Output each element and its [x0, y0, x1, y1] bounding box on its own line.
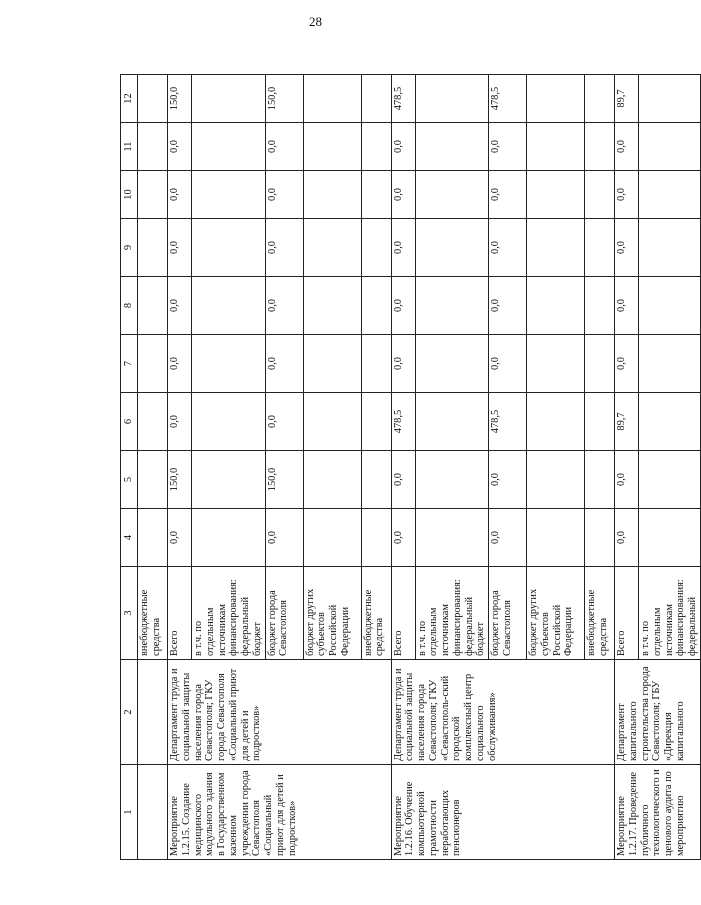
value-cell: 0,0	[168, 171, 192, 219]
value-cell	[639, 219, 701, 277]
value-cell	[192, 451, 266, 509]
source-cell: бюджет города Севастополя	[489, 567, 527, 660]
source-cell: в т.ч. по отдельным источникам финансирования: федеральный бюджет	[415, 567, 489, 660]
value-cell: 478,5	[391, 75, 415, 123]
value-cell	[192, 171, 266, 219]
value-cell: 0,0	[168, 277, 192, 335]
value-cell	[361, 219, 391, 277]
value-cell: 478,5	[489, 75, 527, 123]
value-cell	[527, 219, 585, 277]
value-cell: 0,0	[265, 509, 303, 567]
table-frame	[120, 75, 698, 860]
value-cell	[527, 75, 585, 123]
source-cell: внебюджетные средства	[585, 567, 615, 660]
value-cell	[192, 123, 266, 171]
value-cell: 0,0	[168, 509, 192, 567]
col-header-4: 4	[121, 509, 138, 567]
value-cell	[303, 393, 361, 451]
value-cell: 150,0	[168, 75, 192, 123]
value-cell: 0,0	[615, 219, 639, 277]
value-cell	[527, 393, 585, 451]
value-cell	[192, 277, 266, 335]
value-cell	[639, 171, 701, 219]
value-cell	[415, 171, 489, 219]
source-cell: бюджет других субъектов Российской Федерации	[527, 567, 585, 660]
executor-name: Департамент капитального строительства города Севастополя; ГБУ «Дирекция капитального	[615, 660, 701, 765]
col-header-12: 12	[121, 75, 138, 123]
col-header-10: 10	[121, 171, 138, 219]
value-cell: 0,0	[168, 123, 192, 171]
value-cell: 0,0	[265, 335, 303, 393]
value-cell: 0,0	[391, 219, 415, 277]
source-cell: Всего	[168, 567, 192, 660]
value-cell	[361, 171, 391, 219]
value-cell	[639, 393, 701, 451]
value-cell: 478,5	[489, 393, 527, 451]
value-cell	[415, 335, 489, 393]
table-row	[391, 75, 415, 860]
value-cell: 0,0	[615, 123, 639, 171]
value-cell	[585, 219, 615, 277]
value-cell	[192, 509, 266, 567]
value-cell	[303, 219, 361, 277]
value-cell	[585, 335, 615, 393]
value-cell	[361, 75, 391, 123]
value-cell	[585, 171, 615, 219]
value-cell	[303, 123, 361, 171]
value-cell: 0,0	[168, 219, 192, 277]
value-cell: 0,0	[489, 451, 527, 509]
executor-name: Департамент труда и социальной защиты населения города Севастополя; ГКУ города Севастополя «Социальный приют для детей и подростков»	[168, 660, 392, 765]
measure-blocks	[168, 75, 701, 860]
value-cell: 0,0	[615, 171, 639, 219]
value-cell: 0,0	[265, 219, 303, 277]
value-cell	[303, 75, 361, 123]
value-cell	[361, 451, 391, 509]
value-cell	[303, 171, 361, 219]
value-cell: 0,0	[489, 123, 527, 171]
value-cell: 0,0	[615, 509, 639, 567]
value-cell: 0,0	[489, 277, 527, 335]
value-cell: 150,0	[265, 451, 303, 509]
value-cell	[303, 509, 361, 567]
source-cell: бюджет города Севастополя	[265, 567, 303, 660]
value-cell	[585, 451, 615, 509]
col-header-9: 9	[121, 219, 138, 277]
col-header-6: 6	[121, 393, 138, 451]
value-cell	[415, 451, 489, 509]
value-cell: 150,0	[168, 451, 192, 509]
value-cell: 0,0	[391, 451, 415, 509]
col-header-5: 5	[121, 451, 138, 509]
col-header-1: 1	[121, 765, 138, 860]
value-cell	[192, 335, 266, 393]
source-cell: внебюджетные средства	[361, 567, 391, 660]
value-cell	[303, 335, 361, 393]
value-cell	[192, 219, 266, 277]
source-cell: Всего	[391, 567, 415, 660]
value-cell	[303, 451, 361, 509]
value-cell	[527, 171, 585, 219]
value-cell	[415, 277, 489, 335]
source-cell: внебюджетные средства	[138, 567, 168, 660]
value-cell	[585, 509, 615, 567]
value-cell: 150,0	[265, 75, 303, 123]
value-cell: 478,5	[391, 393, 415, 451]
col-header-2: 2	[121, 660, 138, 765]
value-cell: 0,0	[391, 509, 415, 567]
value-cell: 0,0	[168, 335, 192, 393]
value-cell	[639, 75, 701, 123]
value-cell: 0,0	[265, 393, 303, 451]
table-row	[615, 75, 639, 860]
value-cell: 0,0	[265, 277, 303, 335]
value-cell	[639, 335, 701, 393]
value-cell	[527, 451, 585, 509]
value-cell	[415, 509, 489, 567]
value-cell	[303, 277, 361, 335]
value-cell	[639, 451, 701, 509]
value-cell	[361, 393, 391, 451]
value-cell: 0,0	[391, 123, 415, 171]
value-cell	[527, 123, 585, 171]
value-cell	[361, 277, 391, 335]
page-number: 28	[309, 14, 322, 29]
value-cell	[415, 393, 489, 451]
measure-name: Мероприятие 1.2.17. Проведение публичного технологического и ценового аудита по мероприятию	[615, 765, 701, 860]
budget-table	[120, 74, 701, 860]
value-cell	[415, 75, 489, 123]
value-cell	[585, 277, 615, 335]
value-cell: 0,0	[615, 277, 639, 335]
value-cell	[639, 277, 701, 335]
value-cell	[585, 393, 615, 451]
table-row	[138, 75, 168, 860]
value-cell	[361, 509, 391, 567]
measure-name: Мероприятие 1.2.15. Создание медицинского модульного здания в Государственном казенном учреждении города Севастополя «Социальный приют для детей и подростков»	[168, 765, 392, 860]
value-cell	[361, 123, 391, 171]
value-cell	[527, 335, 585, 393]
executor-name: Департамент труда и социальной защиты населения города Севастополя; ГКУ «Севастополь-ский городской комплексный центр социального обслуживания»	[391, 660, 615, 765]
column-number-row	[121, 75, 138, 860]
value-cell: 0,0	[489, 509, 527, 567]
value-cell	[527, 509, 585, 567]
value-cell	[415, 219, 489, 277]
value-cell	[639, 509, 701, 567]
value-cell	[192, 393, 266, 451]
value-cell: 0,0	[391, 277, 415, 335]
measure-name: Мероприятие 1.2.16. Обучение компьютерной грамотности неработающих пенсионеров	[391, 765, 615, 860]
value-cell	[639, 123, 701, 171]
value-cell	[585, 75, 615, 123]
value-cell	[192, 75, 266, 123]
source-cell: бюджет других субъектов Российской Федерации	[303, 567, 361, 660]
value-cell	[415, 123, 489, 171]
col-header-7: 7	[121, 335, 138, 393]
value-cell: 89,7	[615, 75, 639, 123]
value-cell: 0,0	[265, 123, 303, 171]
value-cell: 0,0	[265, 171, 303, 219]
value-cell	[585, 123, 615, 171]
col-header-11: 11	[121, 123, 138, 171]
value-cell: 0,0	[489, 335, 527, 393]
col-header-8: 8	[121, 277, 138, 335]
col-header-3: 3	[121, 567, 138, 660]
value-cell: 0,0	[615, 451, 639, 509]
value-cell: 0,0	[391, 335, 415, 393]
value-cell: 0,0	[615, 335, 639, 393]
value-cell: 89,7	[615, 393, 639, 451]
value-cell: 0,0	[489, 219, 527, 277]
table-row	[168, 75, 192, 860]
rotated-table-container	[120, 75, 698, 860]
value-cell: 0,0	[391, 171, 415, 219]
source-cell: Всего	[615, 567, 639, 660]
value-cell	[527, 277, 585, 335]
source-cell: в т.ч. по отдельным источникам финансирования: федеральный бюджет	[192, 567, 266, 660]
source-cell: в т.ч. по отдельным источникам финансирования: федеральный	[639, 567, 701, 660]
value-cell: 0,0	[168, 393, 192, 451]
value-cell	[361, 335, 391, 393]
value-cell: 0,0	[489, 171, 527, 219]
